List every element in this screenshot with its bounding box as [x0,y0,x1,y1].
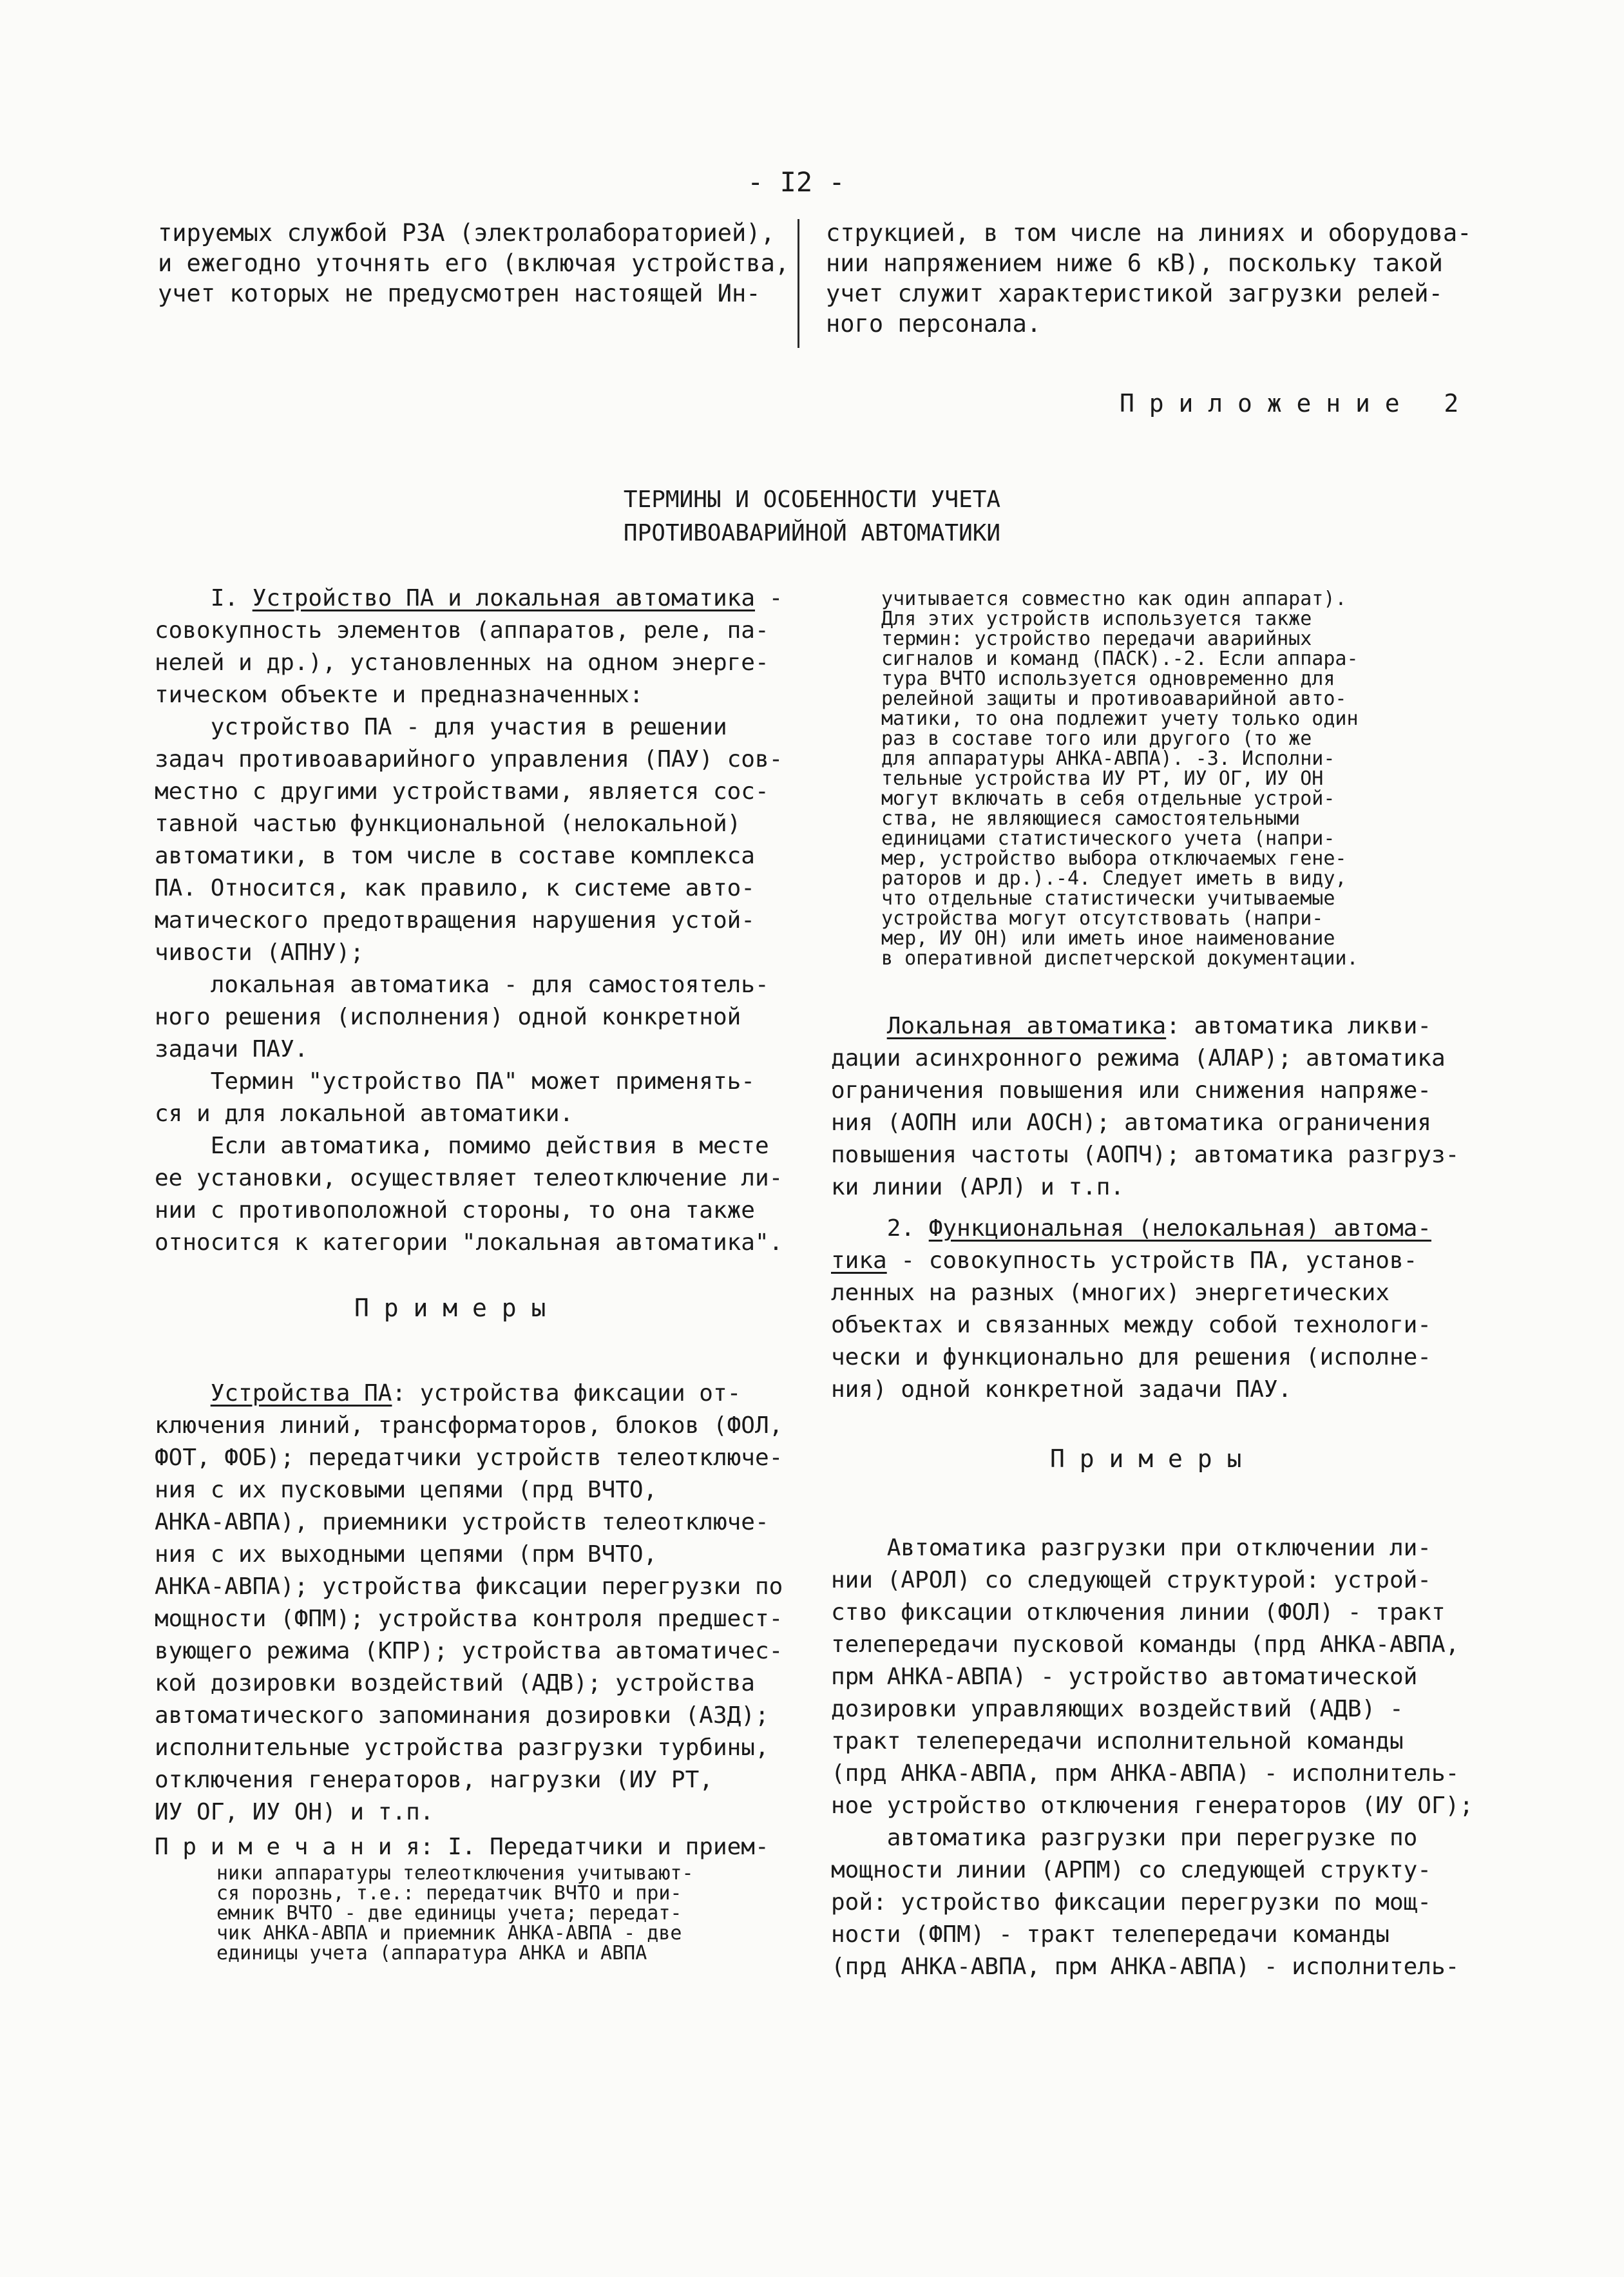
text-line: емник ВЧТО - две единицы учета; передат- [216,1902,682,1925]
text-line: чик АНКА-АВПА и приемник АНКА-АВПА - две [216,1922,682,1945]
text-line: релейной защиты и противоаварийной авто- [881,687,1347,710]
text-line: нелей и др.), установленных на одном энерге- [155,649,769,676]
text-line: задач противоаварийного управления (ПАУ) сов- [155,746,783,773]
examples-heading: П р и м е р ы [1050,1445,1242,1473]
local-automation-text: : автоматика ликви- [1166,1013,1431,1039]
text-line: автоматического запоминания дозировки (АЗД); [155,1702,769,1729]
page-number: - I2 - [747,166,845,198]
text-line: задачи ПАУ. [155,1036,309,1062]
text-line: Для этих устройств используется также [881,608,1312,630]
left-column [155,582,783,1963]
appendix-label: П р и л о ж е н и е 2 [1120,389,1459,418]
top-left-column [158,218,789,309]
text-line: и ежегодно уточнять его (включая устройства, [158,249,790,277]
text-line: АНКА-АВПА), приемники устройств телеотключе- [155,1509,769,1535]
text-line: нии с противоположной стороны, то она также [155,1197,755,1224]
section-1-term: Устройство ПА и локальная автоматика [252,585,755,611]
right-column [881,589,1359,968]
text-line: ленных на разных (многих) энергетических [831,1280,1390,1306]
text-line: единицами статистического учета (напри- [881,827,1335,850]
text-line: автоматики, в том числе в составе комплекса [155,843,755,869]
text-line: раторов и др.).-4. Следует иметь в виду, [881,867,1347,890]
text-line: ния с их выходными цепями (прм ВЧТО, [155,1541,658,1568]
text-line: устройства могут отсутствовать (напри- [881,907,1324,930]
text-line: в оперативной диспетчерской документации. [881,947,1359,970]
text-line: учет служит характеристикой загрузки релей- [826,280,1443,307]
section-2-text: - совокупность устройств ПА, установ- [886,1247,1418,1274]
text-line: ограничения повышения или снижения напряже- [831,1077,1431,1104]
text-line: тельные устройства ИУ РТ, ИУ ОГ, ИУ ОН [881,767,1324,790]
text-line: матического предотвращения нарушения устой- [155,907,755,934]
text-line: Автоматика разгрузки при отключении ли- [831,1535,1431,1561]
text-line: отключения генераторов, нагрузки (ИУ РТ, [155,1767,713,1793]
text-line: дации асинхронного режима (АЛАР); автоматика [831,1045,1446,1071]
examples-term: Устройства ПА [210,1380,392,1407]
text-line: ИУ ОГ, ИУ ОН) и т.п. [155,1799,434,1825]
text-line: объектах и связанных между собой технологи- [831,1312,1431,1338]
section-2-term: Функциональная (нелокальная) автома- [928,1215,1431,1242]
text-line: кой дозировки воздействий (АДВ); устройства [155,1670,755,1696]
section-2-line [831,1245,1473,1277]
text-line: ния) одной конкретной задачи ПАУ. [831,1376,1292,1403]
text-line: тракт телепередачи исполнительной команды [831,1728,1404,1754]
text-line: ное устройство отключения генераторов (ИУ ОГ); [831,1792,1473,1819]
examples-first-line [155,1378,783,1410]
text-line: для аппаратуры АНКА-АВПА). -3. Исполни- [881,747,1335,770]
text-line: могут включать в себя отдельные устрой- [881,787,1335,810]
text-line: устройство ПА - для участия в решении [155,714,727,740]
text-line: чивости (АПНУ); [155,939,365,966]
text-line: Если автоматика, помимо действия в месте [155,1133,769,1159]
text-line: АНКА-АВПА); устройства фиксации перегрузки по [155,1573,783,1600]
section-1-heading [155,582,783,615]
text-line: относится к категории "локальная автоматика". [155,1229,783,1256]
text-line: тируемых службой РЗА (электролабораторией), [158,219,775,247]
text-line: мер, устройство выбора отключаемых гене- [881,847,1347,870]
column-divider [798,219,799,348]
text-line: раз в составе того или другого (то же [881,727,1312,750]
local-automation-first-line [831,1010,1473,1042]
text-line: прм АНКА-АВПА) - устройство автоматической [831,1664,1418,1690]
text-line: совокупность элементов (аппаратов, реле, па- [155,617,769,644]
text-line: (прд АНКА-АВПА, прм АНКА-АВПА) - исполнитель- [831,1954,1460,1980]
text-line: вующего режима (КПР); устройства автоматичес- [155,1638,783,1664]
text-line: струкцией, в том числе на линиях и оборудова- [826,219,1472,247]
section-2-number: 2. [831,1215,929,1242]
text-line: ся порознь, т.е.: передатчик ВЧТО и при- [216,1882,682,1905]
title-line: ПРОТИВОАВАРИЙНОЙ АВТОМАТИКИ [623,520,1001,546]
text-line: ства, не являющиеся самостоятельными [881,807,1301,830]
section-1-number: I. [210,585,253,611]
local-automation-term: Локальная автоматика [886,1013,1167,1039]
page-title [0,483,1624,550]
text-line: рой: устройство фиксации перегрузки по мощ- [831,1889,1431,1916]
top-right-column [826,218,1471,339]
text-line: телепередачи пусковой команды (прд АНКА-АВПА, [831,1631,1460,1658]
text-line: ки линии (АРЛ) и т.п. [831,1174,1125,1200]
text-line: нии напряжением ниже 6 кВ), поскольку такой [826,249,1443,277]
text-line: ФОТ, ФОБ); передатчики устройств телеотключе- [155,1445,783,1471]
text-line: локальная автоматика - для самостоятель- [155,972,769,998]
text-line: ся и для локальной автоматики. [155,1100,574,1127]
title-line: ТЕРМИНЫ И ОСОБЕННОСТИ УЧЕТА [623,486,1001,513]
text-line: ности (ФПМ) - тракт телепередачи команды [831,1921,1390,1948]
text-line: автоматика разгрузки при перегрузке по [831,1825,1418,1851]
text-line: ния (АОПН или АОСН); автоматика ограничения [831,1110,1431,1136]
text-line: чески и функционально для решения (исполне- [831,1344,1431,1370]
text-line: единицы учета (аппаратура АНКА и АВПА [216,1942,647,1965]
section-2-heading [831,1213,1473,1245]
text-line: (прд АНКА-АВПА, прм АНКА-АВПА) - исполнитель- [831,1760,1460,1787]
text-line: исполнительные устройства разгрузки турбины, [155,1734,769,1761]
text-line: Термин "устройство ПА" может применять- [155,1068,755,1095]
text-line: мер, ИУ ОН) или иметь иное наименование [881,927,1335,950]
notes-first-line: П р и м е ч а н и я: I. Передатчики и прием- [155,1834,769,1860]
text-line: дозировки управляющих воздействий (АДВ) - [831,1696,1404,1722]
text-line: нии (АРОЛ) со следующей структурой: устрой- [831,1567,1431,1593]
text-line: сигналов и команд (ПАСК).-2. Если аппара- [881,648,1359,670]
text-line: ного персонала. [826,310,1042,338]
examples-first-text: : устройства фиксации от- [392,1380,741,1407]
text-line: ПА. Относится, как правило, к системе авто- [155,875,755,901]
text-line: ного решения (исполнения) одной конкретной [155,1004,741,1030]
text-line: ство фиксации отключения линии (ФОЛ) - тракт [831,1599,1446,1626]
text-line: мощности (ФПМ); устройства контроля предшест- [155,1606,783,1632]
text-line: местно с другими устройствами, является сос- [155,778,769,805]
text-line: учитывается совместно как один аппарат). [881,588,1347,610]
text-line: термин: устройство передачи аварийных [881,628,1312,650]
right-column-lower [831,1010,1473,1983]
text-line: ники аппаратуры телеотключения учитывают- [216,1862,694,1885]
text-line: ключения линий, трансформаторов, блоков (ФОЛ, [155,1412,783,1439]
notes-block [216,1863,783,1963]
text-line: ния с их пусковыми цепями (прд ВЧТО, [155,1477,658,1503]
term-dash: - [755,585,783,611]
section-2-term-end: тика [831,1247,887,1274]
text-line: что отдельные статистически учитываемые [881,887,1335,910]
text-line: тавной частью функциональной (нелокальной) [155,811,741,837]
text-line: матики, то она подлежит учету только один [881,707,1359,730]
text-line: ее установки, осуществляет телеотключение ли- [155,1165,783,1191]
text-line: тура ВЧТО используется одновременно для [881,668,1335,690]
text-line: повышения частоты (АОПЧ); автоматика разгруз- [831,1142,1460,1168]
text-line: учет которых не предусмотрен настоящей Ин- [158,280,761,307]
text-line: тическом объекте и предназначенных: [155,682,644,708]
text-line: мощности линии (АРПМ) со следующей структу- [831,1857,1431,1883]
examples-heading: П р и м е р ы [354,1294,546,1322]
